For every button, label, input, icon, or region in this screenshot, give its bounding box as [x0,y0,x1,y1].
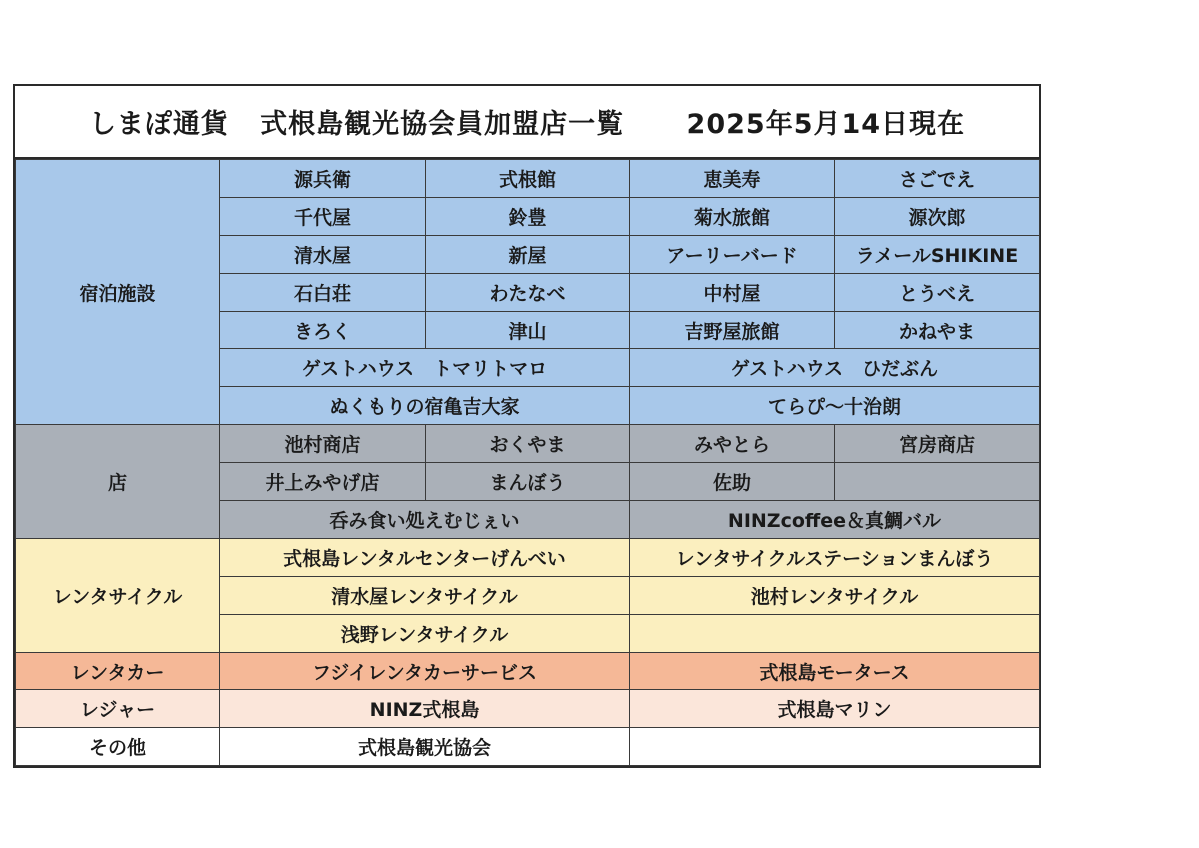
store-cell: てらぴ～十治朗 [630,387,1040,425]
table-row [16,425,1040,463]
store-cell: とうべえ [835,273,1040,311]
store-cell: ぬくもりの宿亀吉大家 [220,387,630,425]
store-cell [835,463,1040,501]
store-cell: NINZ式根島 [220,690,630,728]
store-cell: まんぼう [426,463,630,501]
table-row [16,728,1040,766]
category-rental-car: レンタカー [16,652,220,690]
store-cell: レンタサイクルステーションまんぼう [630,538,1040,576]
store-cell: みやとら [630,425,835,463]
store-cell: きろく [220,311,426,349]
category-leisure: レジャー [16,690,220,728]
store-cell: 源兵衛 [220,160,426,198]
category-other: その他 [16,728,220,766]
store-cell: 池村レンタサイクル [630,576,1040,614]
title-list-name: 式根島観光協会員加盟店一覧 [260,109,625,140]
store-cell: 吉野屋旅館 [630,311,835,349]
store-cell: 式根島観光協会 [220,728,630,766]
store-cell: ゲストハウス ひだぶん [630,349,1040,387]
member-store-table [13,84,1041,768]
store-cell: NINZcoffee＆真鯛バル [630,501,1040,539]
store-cell: 佐助 [630,463,835,501]
store-cell: フジイレンタカーサービス [220,652,630,690]
table-title [15,86,1039,159]
store-cell: 清水屋レンタサイクル [220,576,630,614]
store-cell: 石白荘 [220,273,426,311]
store-cell: 清水屋 [220,235,426,273]
table-row [16,652,1040,690]
store-cell: 中村屋 [630,273,835,311]
store-cell: 井上みやげ店 [220,463,426,501]
store-cell: 呑み食い処えむじぇい [220,501,630,539]
title-currency: しまぽ通貨 [88,109,229,140]
store-cell [630,614,1040,652]
table-row [16,538,1040,576]
store-cell [630,728,1040,766]
store-cell: 新屋 [426,235,630,273]
store-cell: おくやま [426,425,630,463]
store-cell: 鈴豊 [426,197,630,235]
category-lodging: 宿泊施設 [16,160,220,425]
store-cell: 津山 [426,311,630,349]
store-cell: 式根島モータース [630,652,1040,690]
store-cell: ラメールSHIKINE [835,235,1040,273]
category-rental-cycle: レンタサイクル [16,538,220,652]
store-cell: 式根館 [426,160,630,198]
table-row [16,690,1040,728]
store-cell: 千代屋 [220,197,426,235]
store-cell: 宮房商店 [835,425,1040,463]
category-shop: 店 [16,425,220,539]
store-cell: 源次郎 [835,197,1040,235]
store-cell: 浅野レンタサイクル [220,614,630,652]
store-cell: 恵美寿 [630,160,835,198]
store-cell: かねやま [835,311,1040,349]
store-cell: ゲストハウス トマリトマロ [220,349,630,387]
store-cell: さごでえ [835,160,1040,198]
store-cell: 池村商店 [220,425,426,463]
table-row [16,160,1040,198]
store-cell: わたなべ [426,273,630,311]
store-cell: 菊水旅館 [630,197,835,235]
store-cell: アーリーバード [630,235,835,273]
store-cell: 式根島レンタルセンターげんべい [220,538,630,576]
store-cell: 式根島マリン [630,690,1040,728]
title-date: 2025年5月14日現在 [686,109,966,140]
store-grid [15,159,1040,766]
